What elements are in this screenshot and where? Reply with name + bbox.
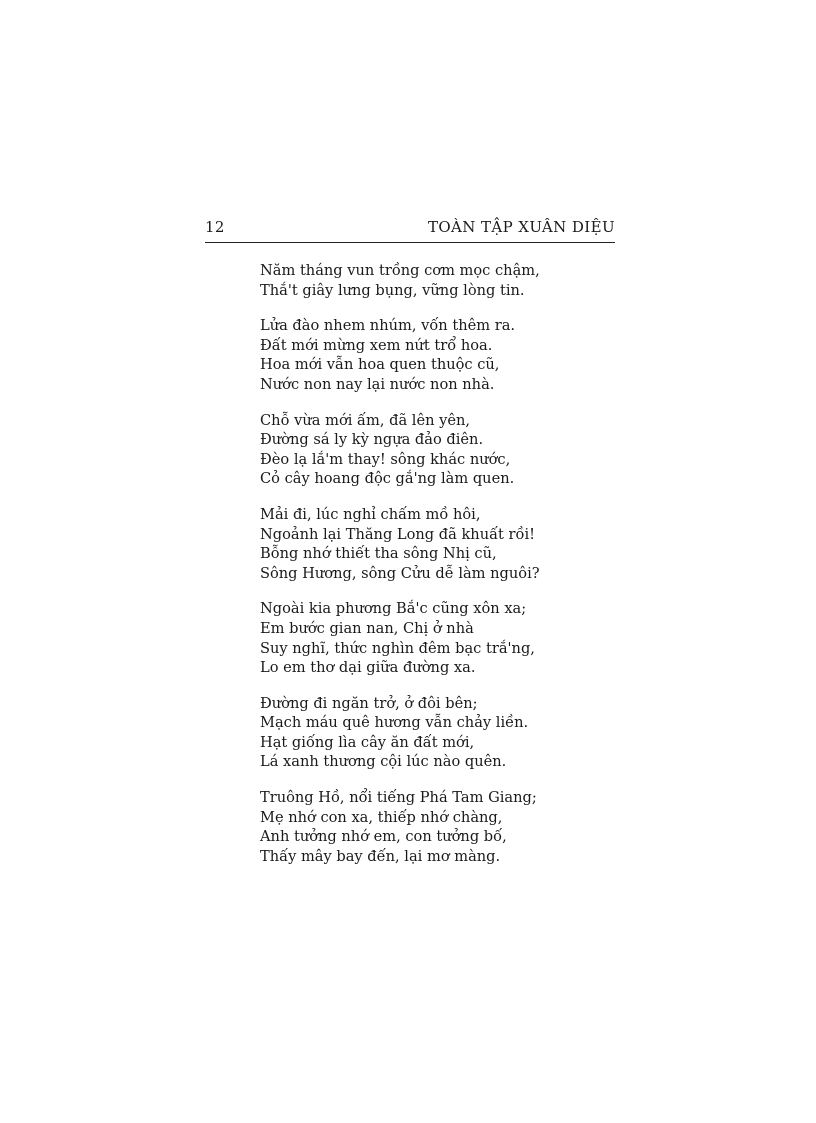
stanza-7	[260, 788, 600, 866]
poem-line: Đất mới mừng xem nứt trổ hoa.	[260, 336, 493, 354]
poem-line: Nước non nay lại nước non nhà.	[260, 375, 495, 393]
poem-line: Ngoảnh lại Thăng Long đã khuất rồi!	[260, 525, 535, 543]
stanza-4	[260, 505, 600, 583]
poem-line: Mải đi, lúc nghỉ chấm mồ hôi,	[260, 505, 481, 523]
poem-line: Mạch máu quê hương vẫn chảy liền.	[260, 714, 529, 732]
poem-line: Thắ't giây lưng bụng, vững lòng tin.	[260, 281, 525, 299]
stanza-5	[260, 599, 600, 677]
poem-line: Anh tưởng nhớ em, con tưởng bố,	[260, 828, 507, 846]
poem-line: Chỗ vừa mới ấm, đã lên yên,	[260, 411, 471, 429]
poem-body	[260, 261, 600, 882]
poem-line: Hạt giống lìa cây ăn đất mới,	[260, 733, 475, 751]
poem-line: Đường sá ly kỳ ngựa đảo điên.	[260, 431, 484, 449]
poem-line: Đường đi ngăn trở, ở đôi bên;	[260, 694, 478, 712]
running-title: TOÀN TẬP XUÂN DIỆU	[427, 218, 615, 236]
page-header	[205, 218, 615, 243]
poem-line: Mẹ nhớ con xa, thiếp nhớ chàng,	[260, 808, 503, 826]
poem-line: Năm tháng vun trồng cơm mọc chậm,	[260, 262, 540, 279]
page-number: 12	[205, 218, 225, 236]
poem-line: Lá xanh thương cội lúc nào quên.	[260, 753, 507, 771]
poem-line: Lửa đào nhem nhúm, vốn thêm ra.	[260, 317, 516, 335]
poem-line: Lo em thơ dại giữa đường xa.	[260, 659, 476, 677]
poem-line: Em bước gian nan, Chị ở nhà	[260, 619, 474, 637]
stanza-3	[260, 411, 600, 489]
poem-line: Suy nghĩ, thức nghìn đêm bạc trắ'ng,	[260, 639, 535, 657]
poem-line: Hoa mới vẫn hoa quen thuộc cũ,	[260, 356, 500, 374]
poem-line: Cỏ cây hoang độc gắ'ng làm quen.	[260, 470, 515, 488]
stanza-1	[260, 261, 600, 300]
poem-line: Thấy mây bay đến, lại mơ màng.	[260, 847, 501, 865]
poem-line: Bỗng nhớ thiết tha sông Nhị cũ,	[260, 545, 497, 563]
stanza-2	[260, 316, 600, 394]
stanza-6	[260, 694, 600, 772]
poem-line: Ngoài kia phương Bắ'c cũng xôn xa;	[260, 600, 527, 618]
poem-line: Đèo lạ lắ'm thay! sông khác nước,	[260, 450, 511, 468]
poem-line: Sông Hương, sông Cửu dễ làm nguôi?	[260, 564, 540, 582]
poem-line: Truông Hồ, nổi tiếng Phá Tam Giang;	[260, 789, 537, 807]
